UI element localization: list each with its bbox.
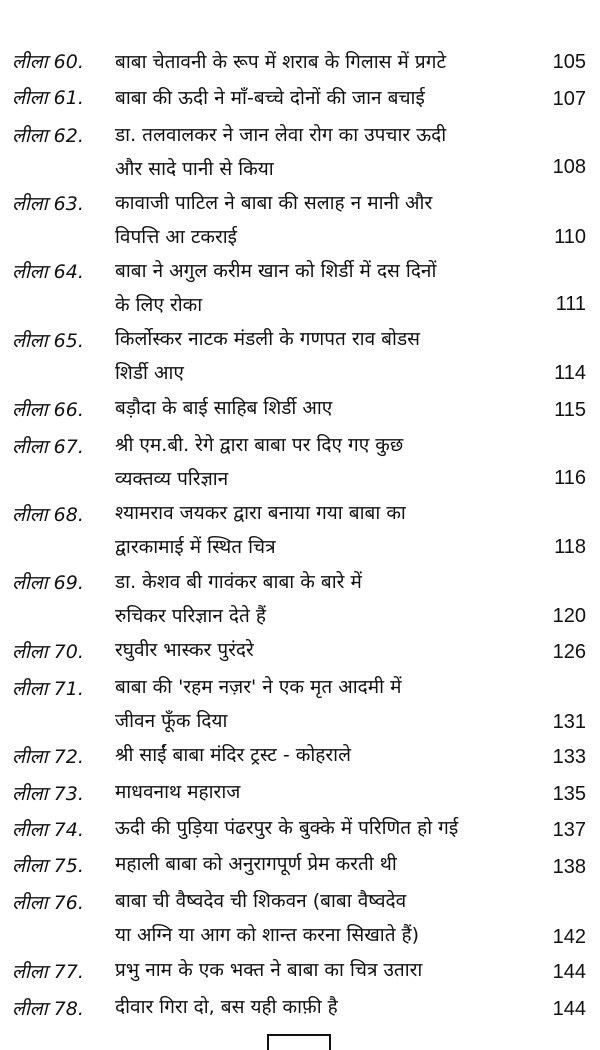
entry-title: बाबा की 'रहम नज़र' ने एक मृत आदमी में जीवन फूँक दिया [115,676,402,732]
entry-number: लीला 74. [12,819,84,841]
entry-number: लीला 69. [12,572,84,594]
entry-page: 142 [552,926,586,948]
entry-number: लीला 65. [12,330,84,352]
entry-page: 115 [554,399,586,421]
entry-page: 131 [552,711,586,733]
entry-title: कावाजी पाटिल ने बाबा की सलाह न मानी और विपत्ति आ टकराई [115,192,433,248]
entry-title: बड़ौदा के बाई साहिब शिर्डी आए [115,397,333,419]
entry-title: माधवनाथ महाराज [115,781,241,803]
entry-page: 114 [554,362,586,384]
entry-number: लीला 71. [12,678,84,700]
entry-page: 133 [552,746,586,768]
entry-page: 126 [552,641,586,663]
entry-number: लीला 68. [12,504,84,526]
entry-page: 144 [552,998,586,1020]
entry-number: लीला 63. [12,193,84,215]
entry-title: दीवार गिरा दो, बस यही काफ़ी है [115,996,338,1018]
entry-page: 107 [552,88,586,110]
entry-number: लीला 72. [12,746,84,768]
entry-number: लीला 76. [12,892,84,914]
entry-number: लीला 61. [12,87,84,109]
entry-number: लीला 62. [12,125,84,147]
entry-title: श्री साईं बाबा मंदिर ट्रस्ट - कोहराले [115,744,351,766]
entry-number: लीला 67. [12,436,84,458]
entry-page: 105 [552,51,586,73]
entry-number: लीला 60. [12,51,84,73]
entry-title: बाबा ने अगुल करीम खान को शिर्डी में दस दिनों के लिए रोका [115,260,437,316]
entry-number: लीला 66. [12,399,84,421]
entry-title: श्यामराव जयकर द्वारा बनाया गया बाबा का द्वारकामाई में स्थित चित्र [115,502,406,558]
entry-page: 144 [552,961,586,983]
entry-number: लीला 75. [12,855,84,877]
entry-number: लीला 70. [12,641,84,663]
entry-page: 138 [552,856,586,878]
entry-page: 108 [552,156,586,178]
entry-page: 116 [554,467,586,489]
entry-number: लीला 77. [12,961,84,983]
entry-title: प्रभु नाम के एक भक्त ने बाबा का चित्र उतारा [115,959,423,981]
entry-title: किर्लोस्कर नाटक मंडली के गणपत राव बोडस शिर्डी आए [115,328,420,384]
entry-title: बाबा की ऊदी ने माँ-बच्चे दोनों की जान बचाई [115,87,425,109]
entry-number: लीला 73. [12,783,84,805]
entry-page: 118 [554,536,586,558]
entry-title: महाली बाबा को अनुरागपूर्ण प्रेम करती थी [115,853,397,875]
entry-page: 120 [552,605,586,627]
page-number-box [267,1034,331,1050]
entry-title: डा. तलवालकर ने जान लेवा रोग का उपचार ऊदी और सादे पानी से किया [115,124,447,180]
entry-page: 137 [552,819,586,841]
entry-title: बाबा ची वैष्वदेव ची शिकवन (बाबा वैष्वदेव या अग्नि या आग को शान्त करना सिखाते हैं) [115,890,420,946]
entry-page: 111 [555,293,586,315]
entry-title: ऊदी की पुड़िया पंढरपुर के बुक्के में परिणित हो गई [115,817,459,839]
entry-title: बाबा चेतावनी के रूप में शराब के गिलास में प्रगटे [115,51,447,73]
entry-number: लीला 64. [12,261,84,283]
entry-number: लीला 78. [12,998,84,1020]
entry-title: डा. केशव बी गावंकर बाबा के बारे में रुचिकर परिज्ञान देते हैं [115,571,362,627]
entry-title: रघुवीर भास्कर पुरंदरे [115,639,254,661]
entry-title: श्री एम.बी. रेगे द्वारा बाबा पर दिए गए कुछ व्यक्तव्य परिज्ञान [115,434,404,490]
entry-page: 135 [552,783,586,805]
entry-page: 110 [554,226,586,248]
